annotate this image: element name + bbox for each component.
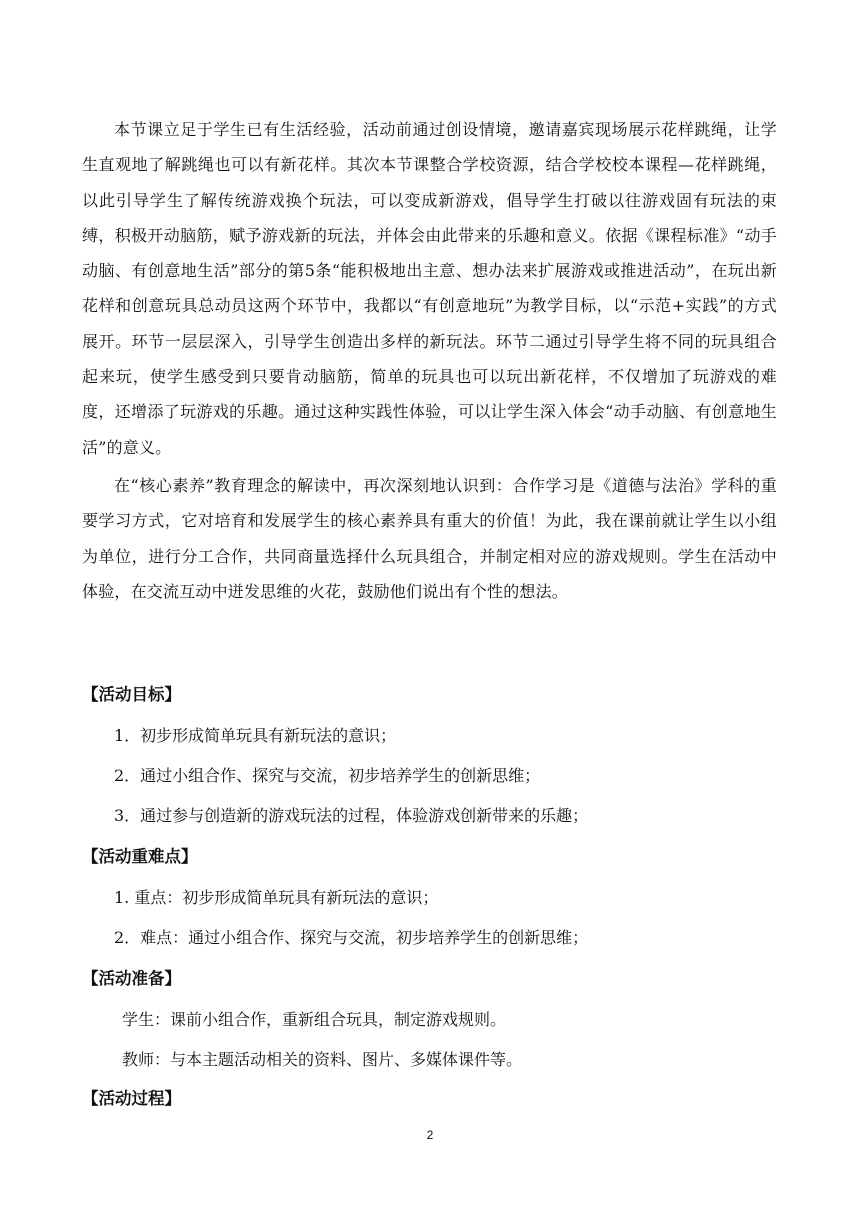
preparation-item-teacher: 教师：与本主题活动相关的资料、图片、多媒体课件等。 [122, 1050, 523, 1069]
key-point-item-1: 1. 重点：初步形成简单玩具有新玩法的意识； [114, 888, 439, 907]
objective-item-3: 3．通过参与创造新的游戏玩法的过程，体验游戏创新带来的乐趣； [114, 806, 589, 825]
key-point-item-2: 2．难点：通过小组合作、探究与交流，初步培养学生的创新思维； [114, 928, 589, 947]
preparation-item-students: 学生：课前小组合作，重新组合玩具，制定游戏规则。 [122, 1010, 507, 1029]
intro-paragraph-2: 在“核心素养”教育理念的解读中，再次深刻地认识到：合作学习是《道德与法治》学科的重要学习方式，它对培育和发展学生的核心素养具有重大的价值！为此，我在课前就让学生以小组为单位，进行分工合作，共同商量选择什么玩具组合，并制定相对应的游戏规则。学生在活动中体验，在交流互动中迸发思维的火花，鼓励他们说出有个性的想法。 [82, 475, 777, 601]
objective-item-2: 2．通过小组合作、探究与交流，初步培养学生的创新思维； [114, 766, 541, 785]
objectives-heading: 【活动目标】 [82, 685, 181, 704]
process-heading: 【活动过程】 [82, 1089, 181, 1108]
page-number: 2 [426, 1128, 434, 1142]
objective-item-1: 1．初步形成简单玩具有新玩法的意识； [114, 726, 397, 745]
preparation-heading: 【活动准备】 [82, 969, 181, 988]
key-points-heading: 【活动重难点】 [82, 847, 198, 866]
intro-section [82, 112, 777, 609]
intro-paragraph-1: 本节课立足于学生已有生活经验，活动前通过创设情境，邀请嘉宾现场展示花样跳绳，让学生直观地了解跳绳也可以有新花样。其次本节课整合学校资源，结合学校校本课程—花样跳绳，以此引导学生了解传统游戏换个玩法，可以变成新游戏，倡导学生打破以往游戏固有玩法的束缚，积极开动脑筋，赋予游戏新的玩法，并体会由此带来的乐趣和意义。依据《课程标准》“动手动脑、有创意地生活”部分的第5条“能积极地出主意、想办法来扩展游戏或推进活动”，在玩出新花样和创意玩具总动员这两个环节中，我都以“有创意地玩”为教学目标，以“示范+实践”的方式展开。环节一层层深入，引导学生创造出多样的新玩法。环节二通过引导学生将不同的玩具组合起来玩，使学生感受到只要肯动脑筋，简单的玩具也可以玩出新花样，不仅增加了玩游戏的难度，还增添了玩游戏的乐趣。通过这种实践性体验，可以让学生深入体会“动手动脑、有创意地生活”的意义。 [82, 120, 777, 457]
